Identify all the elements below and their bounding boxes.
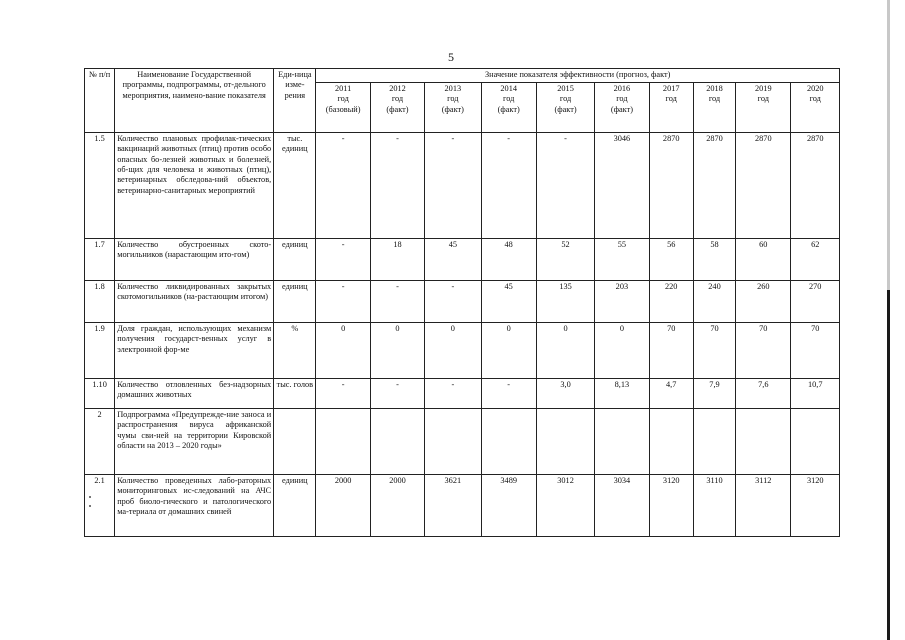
table-row [85, 409, 840, 475]
value-cell: 270 [791, 281, 840, 323]
value-cell: - [425, 281, 481, 323]
value-cell: 2000 [316, 475, 370, 537]
value-cell: 62 [791, 239, 840, 281]
value-cell: 3046 [595, 133, 649, 239]
header-year-6 [649, 83, 693, 133]
value-cell: 3034 [595, 475, 649, 537]
value-cell [791, 409, 840, 475]
header-year-line: год [447, 94, 459, 104]
value-cell: 2000 [370, 475, 424, 537]
value-cell [693, 409, 735, 475]
unit-cell: единиц [274, 281, 316, 323]
value-cell: 58 [693, 239, 735, 281]
value-cell: 0 [425, 323, 481, 379]
value-cell: - [316, 239, 370, 281]
value-cell [370, 409, 424, 475]
header-year-0 [316, 83, 370, 133]
value-cell: 55 [595, 239, 649, 281]
header-year-line: год [503, 94, 515, 104]
value-cell: 220 [649, 281, 693, 323]
indicator-name: Количество проведенных лабо-раторных мониторинговых ис-следований на АЧС проб биоло-гического и патологического ма-териала от домашних свиней [115, 475, 274, 537]
value-cell: - [370, 281, 424, 323]
header-year-line: год [616, 94, 628, 104]
value-cell: 7,6 [736, 379, 791, 409]
value-cell: 3110 [693, 475, 735, 537]
indicator-name: Количество ликвидированных закрытых скотомогильников (на-растающим итогом) [115, 281, 274, 323]
row-number: 1.5 [85, 133, 115, 239]
header-year-line: 2016 [613, 84, 631, 93]
value-cell [481, 409, 536, 475]
value-cell: - [370, 133, 424, 239]
row-number: 1.7 [85, 239, 115, 281]
value-cell: 10,7 [791, 379, 840, 409]
table-row [85, 475, 840, 537]
header-year-line: 2017 [662, 84, 680, 93]
header-year-line: 2013 [444, 84, 462, 93]
row-number: 2.1 [85, 475, 115, 537]
value-cell [536, 409, 594, 475]
table-body [85, 133, 840, 537]
header-year-8 [736, 83, 791, 133]
unit-cell [274, 409, 316, 475]
page-number: 5 [448, 50, 454, 64]
header-year-7 [693, 83, 735, 133]
value-cell: 45 [481, 281, 536, 323]
header-year-line: год [391, 94, 404, 104]
value-cell: 18 [370, 239, 424, 281]
header-year-line: (факт) [441, 104, 464, 114]
header-year-4 [536, 83, 594, 133]
header-num: № п/п [85, 69, 115, 133]
value-cell: 8,13 [595, 379, 649, 409]
header-year-line: (факт) [497, 104, 520, 114]
header-year-line: 2012 [389, 84, 406, 93]
value-cell: 3112 [736, 475, 791, 537]
table-row [85, 323, 840, 379]
header-year-line: 2015 [557, 84, 574, 93]
header-year-line: 2011 [334, 84, 352, 93]
value-cell: - [370, 379, 424, 409]
table-row [85, 379, 840, 409]
value-cell: - [481, 133, 536, 239]
value-cell: 70 [736, 323, 791, 379]
value-cell [316, 409, 370, 475]
value-cell: 70 [693, 323, 735, 379]
value-cell: 56 [649, 239, 693, 281]
header-year-5 [595, 83, 649, 133]
header-year-line: год [708, 94, 721, 104]
unit-cell: % [274, 323, 316, 379]
row-number: 2 [85, 409, 115, 475]
table-header [85, 69, 840, 133]
value-cell: 260 [736, 281, 791, 323]
value-cell: - [425, 133, 481, 239]
table-row [85, 133, 840, 239]
value-cell: 3012 [536, 475, 594, 537]
value-cell: 0 [316, 323, 370, 379]
scan-speck [89, 496, 91, 498]
header-year-line: (базовый) [325, 104, 361, 114]
value-cell: 0 [536, 323, 594, 379]
value-cell [425, 409, 481, 475]
header-values-title: Значение показателя эффективности (прогноз, факт) [316, 69, 840, 83]
value-cell: 2870 [649, 133, 693, 239]
header-year-line: год [559, 94, 572, 104]
value-cell: - [481, 379, 536, 409]
unit-cell: единиц [274, 475, 316, 537]
value-cell [595, 409, 649, 475]
value-cell: 3,0 [536, 379, 594, 409]
header-year-1 [370, 83, 424, 133]
table-row [85, 239, 840, 281]
indicator-name: Подпрограмма «Предупрежде-ние заноса и распространения вируса африканской чумы сви-ней на территории Кировской области на 2013 – 2020 годы» [115, 409, 274, 475]
value-cell: 52 [536, 239, 594, 281]
unit-cell: тыс. единиц [274, 133, 316, 239]
indicator-name: Количество отловленных без-надзорных домашних животных [115, 379, 274, 409]
value-cell: 2870 [693, 133, 735, 239]
header-year-line: год [809, 94, 821, 104]
header-year-line: год [757, 94, 769, 104]
row-number: 1.8 [85, 281, 115, 323]
row-number: 1.9 [85, 323, 115, 379]
row-number: 1.10 [85, 379, 115, 409]
value-cell: 0 [595, 323, 649, 379]
value-cell: 7,9 [693, 379, 735, 409]
indicator-name: Количество обустроенных ското-могильников (нарастающим ито-гом) [115, 239, 274, 281]
header-year-line: (факт) [610, 104, 633, 114]
table-row [85, 281, 840, 323]
scan-speck [89, 505, 91, 507]
header-year-line: 2018 [706, 84, 723, 93]
value-cell: 203 [595, 281, 649, 323]
value-cell: - [425, 379, 481, 409]
value-cell: - [536, 133, 594, 239]
header-year-line: 2019 [755, 84, 772, 93]
value-cell: 3120 [791, 475, 840, 537]
value-cell: 0 [481, 323, 536, 379]
value-cell: 2870 [736, 133, 791, 239]
value-cell: 4,7 [649, 379, 693, 409]
value-cell: - [316, 379, 370, 409]
header-year-line: (факт) [554, 104, 577, 114]
unit-cell: единиц [274, 239, 316, 281]
page-edge-shade [887, 0, 890, 290]
header-year-line: год [337, 94, 349, 104]
value-cell: 240 [693, 281, 735, 323]
header-year-9 [791, 83, 840, 133]
value-cell: 48 [481, 239, 536, 281]
value-cell: 0 [370, 323, 424, 379]
indicator-name: Количество плановых профилак-тических вакцинаций животных (птиц) против особо опасных бо-лезней животных и болезней, об-щих для человека и животных (птиц), ветеринарных обследова-ний объектов, ветеринарно-санитарных мероприятий [115, 133, 274, 239]
value-cell: 3621 [425, 475, 481, 537]
header-year-line: 2020 [806, 84, 824, 93]
value-cell [649, 409, 693, 475]
header-name: Наименование Государственной программы, подпрограммы, от-дельного мероприятия, наимено-вание показателя [115, 69, 274, 133]
value-cell: - [316, 281, 370, 323]
header-year-line: год [665, 94, 677, 104]
value-cell: 135 [536, 281, 594, 323]
unit-cell: тыс. голов [274, 379, 316, 409]
value-cell: - [316, 133, 370, 239]
value-cell: 3489 [481, 475, 536, 537]
value-cell: 60 [736, 239, 791, 281]
header-unit: Еди-ница изме-рения [274, 69, 316, 133]
indicator-table [84, 68, 840, 537]
value-cell [736, 409, 791, 475]
header-year-3 [481, 83, 536, 133]
header-year-line: (факт) [386, 104, 409, 114]
header-year-2 [425, 83, 481, 133]
header-year-line: 2014 [500, 84, 517, 93]
indicator-name: Доля граждан, использующих механизм получения государст-венных услуг в электронной фор-ме [115, 323, 274, 379]
value-cell: 70 [649, 323, 693, 379]
value-cell: 45 [425, 239, 481, 281]
value-cell: 3120 [649, 475, 693, 537]
value-cell: 70 [791, 323, 840, 379]
value-cell: 2870 [791, 133, 840, 239]
